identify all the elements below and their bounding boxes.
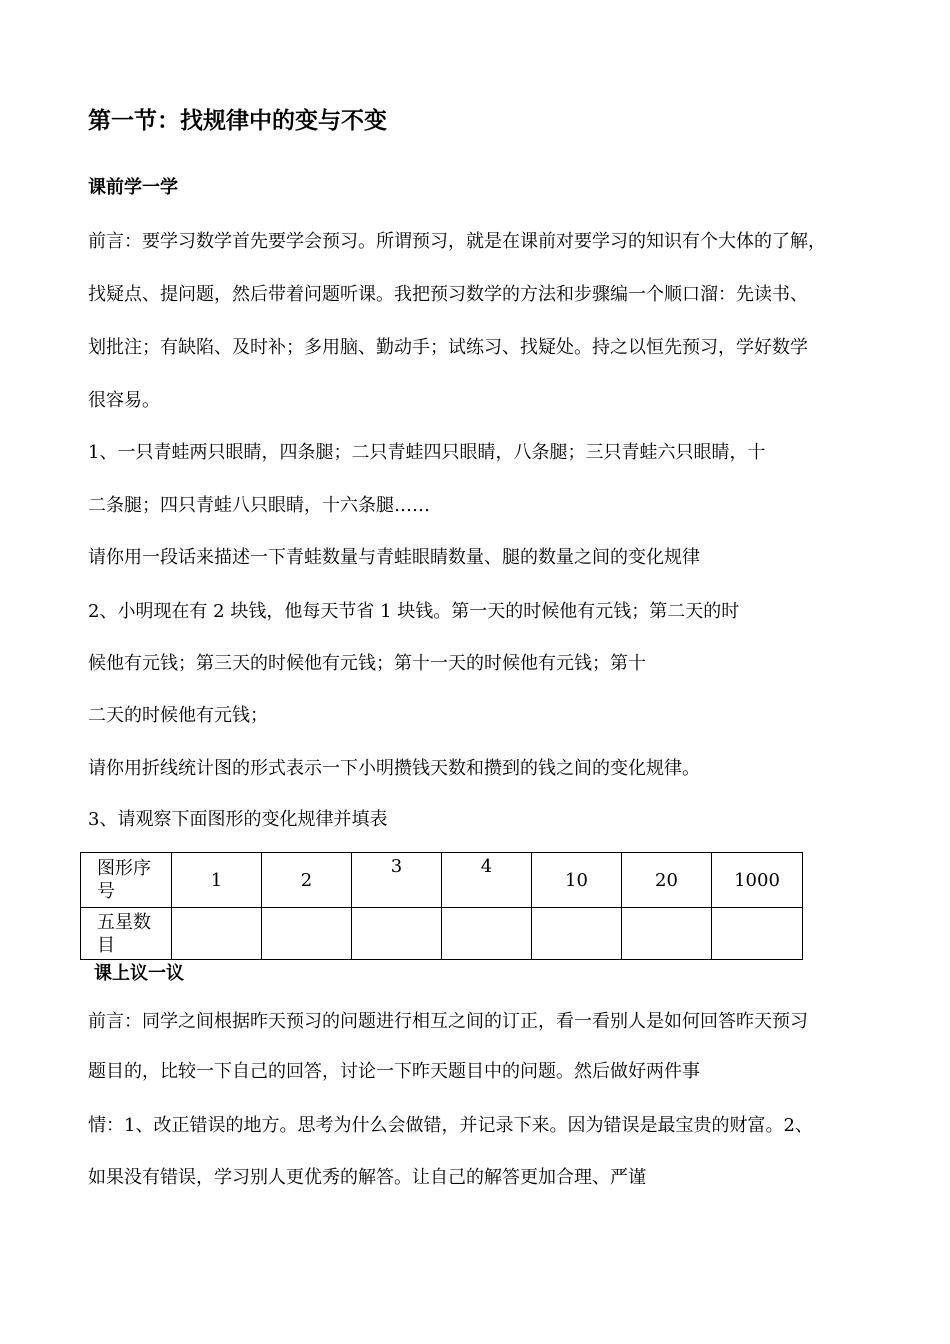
blank-answer-cell[interactable] [352, 908, 442, 960]
table-cell: 4 [442, 853, 532, 908]
pattern-fill-table [80, 852, 803, 960]
blank-answer-cell[interactable] [622, 908, 712, 960]
document-title: 第一节：找规律中的变与不变 [88, 108, 387, 134]
table-cell: 10 [532, 853, 622, 908]
question-2-line: 2、小明现在有 2 块钱，他每天节省 1 块钱。第一天的时候他有元钱；第二天的时 [88, 601, 740, 622]
section-heading-discussion: 课上议一议 [94, 963, 184, 984]
question-2-prompt: 请你用折线统计图的形式表示一下小明攒钱天数和攒到的钱之间的变化规律。 [88, 758, 700, 779]
question-2-line: 二天的时候他有元钱； [88, 705, 268, 726]
question-2-line: 候他有元钱；第三天的时候他有元钱；第十一天的时候他有元钱；第十 [88, 653, 646, 674]
table-cell: 2 [262, 853, 352, 908]
table-cell: 1000 [712, 853, 803, 908]
row-header-text: 图形序 [97, 858, 151, 879]
row-header-star-count [81, 908, 172, 960]
table-cell: 1 [172, 853, 262, 908]
question-1-line: 二条腿；四只青蛙八只眼睛，十六条腿…… [88, 495, 430, 516]
blank-answer-cell[interactable] [442, 908, 532, 960]
question-1-line: 1、一只青蛙两只眼睛，四条腿；二只青蛙四只眼睛，八条腿；三只青蛙六只眼睛，十 [88, 442, 766, 463]
discussion-preface-line: 情：1、改正错误的地方。思考为什么会做错，并记录下来。因为错误是最宝贵的财富。2、 [88, 1115, 813, 1136]
table-cell: 20 [622, 853, 712, 908]
discussion-preface-line: 如果没有错误，学习别人更优秀的解答。让自己的解答更加合理、严谨 [88, 1167, 646, 1188]
blank-answer-cell[interactable] [262, 908, 352, 960]
preface-line: 划批注；有缺陷、及时补；多用脑、勤动手；试练习、找疑处。持之以恒先预习，学好数学 [88, 337, 808, 358]
row-header-text: 五星数 [97, 911, 151, 933]
discussion-preface-line: 前言：同学之间根据昨天预习的问题进行相互之间的订正，看一看别人是如何回答昨天预习 [88, 1011, 808, 1032]
preface-line: 很容易。 [88, 390, 160, 411]
blank-answer-cell[interactable] [172, 908, 262, 960]
preface-line: 前言：要学习数学首先要学会预习。所谓预习，就是在课前对要学习的知识有个大体的了解， [88, 231, 826, 252]
table-row [81, 853, 803, 908]
question-1-prompt: 请你用一段话来描述一下青蛙数量与青蛙眼睛数量、腿的数量之间的变化规律 [88, 547, 700, 568]
blank-answer-cell[interactable] [532, 908, 622, 960]
blank-answer-cell[interactable] [712, 908, 803, 960]
row-header-text: 号 [97, 881, 115, 902]
table-row [81, 908, 803, 960]
table-cell: 3 [352, 853, 442, 908]
discussion-preface-line: 题目的，比较一下自己的回答，讨论一下昨天题目中的问题。然后做好两件事 [88, 1061, 700, 1082]
row-header-text: 目 [97, 934, 115, 956]
question-3-prompt: 3、请观察下面图形的变化规律并填表 [88, 809, 388, 830]
section-heading-preview: 课前学一学 [88, 177, 178, 198]
preface-line: 找疑点、提问题，然后带着问题听课。我把预习数学的方法和步骤编一个顺口溜：先读书、 [88, 284, 808, 305]
row-header-figure-number [81, 853, 172, 908]
